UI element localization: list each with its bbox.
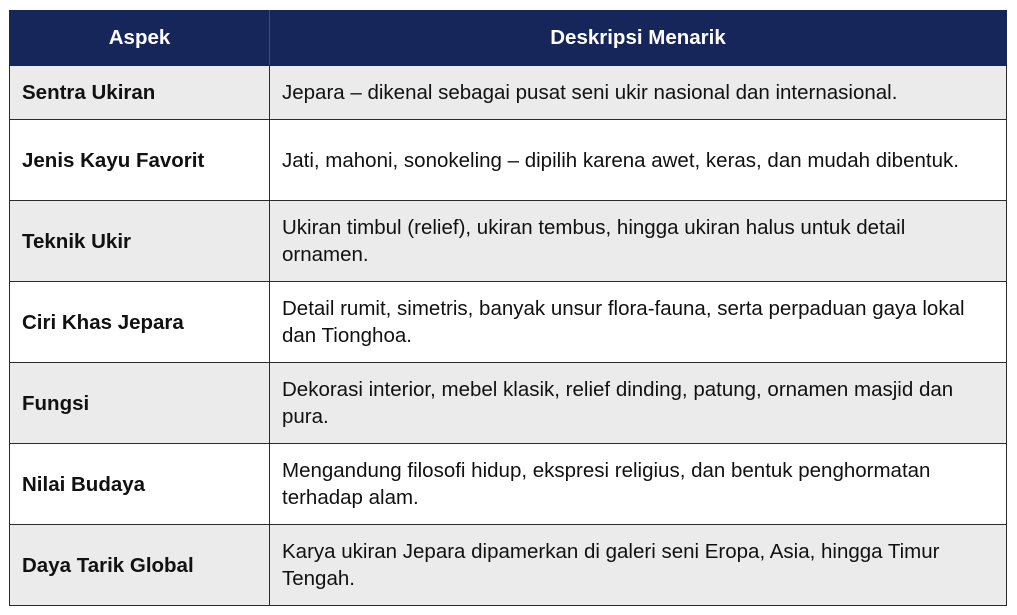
cell-deskripsi: Dekorasi interior, mebel klasik, relief dinding, patung, ornamen masjid dan pura. [270,363,1007,444]
cell-aspek: Daya Tarik Global [10,525,270,606]
column-header-aspek: Aspek [10,11,270,66]
cell-deskripsi: Detail rumit, simetris, banyak unsur flora-fauna, serta perpaduan gaya lokal dan Tionghoa. [270,282,1007,363]
table-row [10,363,1007,444]
cell-aspek: Jenis Kayu Favorit [10,120,270,201]
info-table [9,10,1007,606]
info-table-container [9,10,1006,606]
table-row [10,525,1007,606]
cell-aspek: Nilai Budaya [10,444,270,525]
cell-aspek: Fungsi [10,363,270,444]
cell-aspek: Ciri Khas Jepara [10,282,270,363]
cell-aspek: Sentra Ukiran [10,66,270,120]
table-row [10,201,1007,282]
table-row [10,120,1007,201]
table-header-row [10,11,1007,66]
cell-deskripsi: Ukiran timbul (relief), ukiran tembus, hingga ukiran halus untuk detail ornamen. [270,201,1007,282]
column-header-deskripsi: Deskripsi Menarik [270,11,1007,66]
cell-deskripsi: Karya ukiran Jepara dipamerkan di galeri seni Eropa, Asia, hingga Timur Tengah. [270,525,1007,606]
table-row [10,66,1007,120]
cell-aspek: Teknik Ukir [10,201,270,282]
cell-deskripsi: Jati, mahoni, sonokeling – dipilih karena awet, keras, dan mudah dibentuk. [270,120,1007,201]
cell-deskripsi: Mengandung filosofi hidup, ekspresi religius, dan bentuk penghormatan terhadap alam. [270,444,1007,525]
table-row [10,444,1007,525]
cell-deskripsi: Jepara – dikenal sebagai pusat seni ukir nasional dan internasional. [270,66,1007,120]
table-row [10,282,1007,363]
